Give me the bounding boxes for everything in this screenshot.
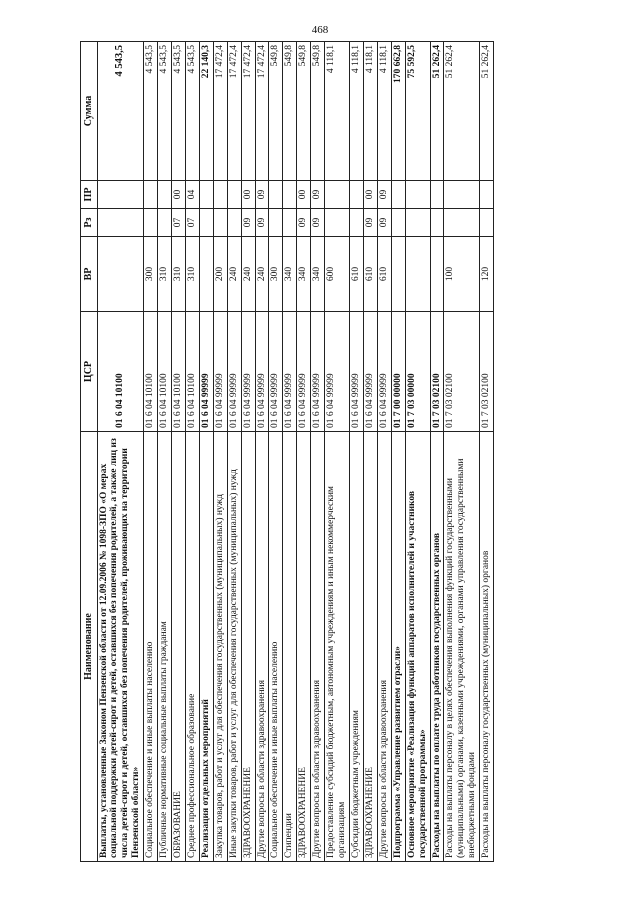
row-rz	[350, 209, 364, 237]
row-pr	[199, 181, 213, 209]
row-vr: 600	[325, 237, 350, 312]
row-sum: 549,8	[283, 42, 297, 181]
header-code: ЦСР	[81, 312, 98, 432]
table-row	[269, 42, 283, 862]
row-rz	[325, 209, 350, 237]
table-body	[97, 42, 494, 862]
row-vr: 240	[241, 237, 255, 312]
row-sum: 170 662,8	[391, 42, 405, 181]
row-sum: 4 543,5	[158, 42, 172, 181]
row-code: 01 7 00 00000	[391, 312, 405, 432]
header-pr: ПР	[81, 181, 98, 209]
header-name: Наименование	[81, 432, 98, 862]
row-vr: 340	[297, 237, 311, 312]
row-code: 01 6 04 99999	[269, 312, 283, 432]
row-vr: 610	[363, 237, 377, 312]
row-vr	[391, 237, 405, 312]
row-sum: 4 118,1	[350, 42, 364, 181]
row-pr	[391, 181, 405, 209]
row-pr: 04	[185, 181, 199, 209]
row-sum: 549,8	[269, 42, 283, 181]
table-row	[172, 42, 186, 862]
table-row	[405, 42, 430, 862]
row-code: 01 6 04 99999	[283, 312, 297, 432]
row-pr	[144, 181, 158, 209]
row-pr	[444, 181, 480, 209]
row-pr	[283, 181, 297, 209]
row-vr	[199, 237, 213, 312]
row-sum: 549,8	[297, 42, 311, 181]
row-code: 01 7 03 02100	[430, 312, 444, 432]
row-name: Социальное обеспечение и иные выплаты населению	[144, 432, 158, 862]
row-pr	[430, 181, 444, 209]
table-row	[185, 42, 199, 862]
row-vr: 610	[377, 237, 391, 312]
row-name: Расходы на выплаты по оплате труда работников государственных органов	[430, 432, 444, 862]
row-code: 01 6 04 99999	[255, 312, 269, 432]
row-code: 01 6 04 10100	[172, 312, 186, 432]
row-pr: 09	[311, 181, 325, 209]
row-code: 01 6 04 99999	[350, 312, 364, 432]
row-sum: 17 472,4	[227, 42, 241, 181]
row-sum: 51 262,4	[480, 42, 494, 181]
table-row	[227, 42, 241, 862]
row-code: 01 6 04 99999	[311, 312, 325, 432]
row-name: ОБРАЗОВАНИЕ	[172, 432, 186, 862]
row-pr: 09	[255, 181, 269, 209]
row-vr: 100	[444, 237, 480, 312]
table-row	[158, 42, 172, 862]
row-pr: 00	[241, 181, 255, 209]
row-name: Другие вопросы в области здравоохранения	[377, 432, 391, 862]
row-vr: 240	[227, 237, 241, 312]
row-sum: 75 592,5	[405, 42, 430, 181]
table-row	[283, 42, 297, 862]
row-sum: 17 472,4	[241, 42, 255, 181]
row-rz: 09	[241, 209, 255, 237]
row-sum: 17 472,4	[255, 42, 269, 181]
row-code: 01 7 03 02100	[480, 312, 494, 432]
budget-table	[80, 41, 494, 862]
row-code: 01 6 04 10100	[185, 312, 199, 432]
row-vr: 300	[269, 237, 283, 312]
row-code: 01 6 04 10100	[97, 312, 144, 432]
row-sum: 4 543,5	[172, 42, 186, 181]
table-row	[255, 42, 269, 862]
row-vr: 340	[283, 237, 297, 312]
row-rz	[97, 209, 144, 237]
table-row	[377, 42, 391, 862]
row-rz	[199, 209, 213, 237]
row-rz	[144, 209, 158, 237]
header-vr: ВР	[81, 237, 98, 312]
row-name: Подпрограмма «Управление развитием отрасли»	[391, 432, 405, 862]
row-name: Выплаты, установленные Законом Пензенской области от 12.09.2006 № 1098-ЗПО «О мерах социальной поддержки детей-сирот и детей, оставшихся без попечения родителей, а также лиц из числа детей-сирот и детей, оставшихся без попечения родителей, проживающих на территории Пензенской области»	[97, 432, 144, 862]
header-sum: Сумма	[81, 42, 98, 181]
table-row	[391, 42, 405, 862]
row-name: Стипендии	[283, 432, 297, 862]
row-code: 01 6 04 99999	[241, 312, 255, 432]
row-name: Расходы на выплаты персоналу в целях обеспечения выполнения функций государственными (муниципальными) органами, казенными учреждениями, органами управления государственными внебюджетными фондами	[444, 432, 480, 862]
row-sum: 17 472,4	[213, 42, 227, 181]
table-row	[363, 42, 377, 862]
row-rz: 07	[172, 209, 186, 237]
row-code: 01 6 04 99999	[297, 312, 311, 432]
row-code: 01 6 04 10100	[144, 312, 158, 432]
row-sum: 4 543,5	[185, 42, 199, 181]
row-rz	[213, 209, 227, 237]
row-rz: 09	[377, 209, 391, 237]
row-name: Социальное обеспечение и иные выплаты населению	[269, 432, 283, 862]
row-pr	[269, 181, 283, 209]
table-row	[144, 42, 158, 862]
row-name: Другие вопросы в области здравоохранения	[311, 432, 325, 862]
row-vr: 240	[255, 237, 269, 312]
row-vr: 120	[480, 237, 494, 312]
row-sum: 549,8	[311, 42, 325, 181]
row-pr: 09	[377, 181, 391, 209]
table-header-row	[81, 42, 98, 862]
table-row	[325, 42, 350, 862]
row-sum: 51 262,4	[444, 42, 480, 181]
row-rz	[227, 209, 241, 237]
row-rz	[391, 209, 405, 237]
page-number: 468	[311, 24, 329, 36]
row-pr: 00	[363, 181, 377, 209]
row-code: 01 6 04 99999	[325, 312, 350, 432]
row-pr	[405, 181, 430, 209]
table-row	[241, 42, 255, 862]
row-name: Иные закупки товаров, работ и услуг для обеспечения государственных (муниципальных) нужд	[227, 432, 241, 862]
row-name: Закупка товаров, работ и услуг для обеспечения государственных (муниципальных) нужд	[213, 432, 227, 862]
row-vr: 300	[144, 237, 158, 312]
row-sum: 4 543,5	[97, 42, 144, 181]
table-row	[430, 42, 444, 862]
row-sum: 51 262,4	[430, 42, 444, 181]
row-pr	[158, 181, 172, 209]
row-rz: 09	[297, 209, 311, 237]
row-name: Реализация отдельных мероприятий	[199, 432, 213, 862]
row-rz: 09	[311, 209, 325, 237]
row-name: Среднее профессиональное образование	[185, 432, 199, 862]
row-sum: 22 140,3	[199, 42, 213, 181]
row-name: Предоставление субсидий бюджетным, автономным учреждениям и иным некоммерческим организациям	[325, 432, 350, 862]
row-rz	[430, 209, 444, 237]
row-vr	[430, 237, 444, 312]
table-row	[297, 42, 311, 862]
row-name: Основное мероприятие «Реализация функций аппаратов исполнителей и участников государственной программы»	[405, 432, 430, 862]
row-vr: 310	[185, 237, 199, 312]
row-sum: 4 118,1	[363, 42, 377, 181]
row-sum: 4 543,5	[144, 42, 158, 181]
row-sum: 4 118,1	[377, 42, 391, 181]
row-name: ЗДРАВООХРАНЕНИЕ	[363, 432, 377, 862]
row-pr	[350, 181, 364, 209]
rotated-table-wrapper	[80, 42, 560, 862]
row-pr	[213, 181, 227, 209]
row-vr: 610	[350, 237, 364, 312]
row-code: 01 7 03 02100	[444, 312, 480, 432]
row-name: ЗДРАВООХРАНЕНИЕ	[297, 432, 311, 862]
row-sum: 4 118,1	[325, 42, 350, 181]
row-name: Субсидии бюджетным учреждениям	[350, 432, 364, 862]
row-rz	[480, 209, 494, 237]
row-pr: 00	[297, 181, 311, 209]
row-rz	[283, 209, 297, 237]
row-pr	[480, 181, 494, 209]
row-vr: 200	[213, 237, 227, 312]
row-vr	[405, 237, 430, 312]
table-row	[480, 42, 494, 862]
row-rz: 09	[363, 209, 377, 237]
table-row	[199, 42, 213, 862]
row-code: 01 6 04 99999	[227, 312, 241, 432]
row-rz: 09	[255, 209, 269, 237]
header-rz: Рз	[81, 209, 98, 237]
row-code: 01 7 03 00000	[405, 312, 430, 432]
row-rz	[269, 209, 283, 237]
table-row	[97, 42, 144, 862]
row-code: 01 6 04 99999	[213, 312, 227, 432]
table-row	[350, 42, 364, 862]
row-pr	[97, 181, 144, 209]
row-vr: 310	[172, 237, 186, 312]
row-vr: 340	[311, 237, 325, 312]
row-vr: 310	[158, 237, 172, 312]
row-pr: 00	[172, 181, 186, 209]
row-name: ЗДРАВООХРАНЕНИЕ	[241, 432, 255, 862]
row-name: Другие вопросы в области здравоохранения	[255, 432, 269, 862]
row-pr	[325, 181, 350, 209]
row-rz: 07	[185, 209, 199, 237]
table-row	[311, 42, 325, 862]
row-rz	[158, 209, 172, 237]
table-row	[444, 42, 480, 862]
row-pr	[227, 181, 241, 209]
row-name: Расходы на выплаты персоналу государственных (муниципальных) органов	[480, 432, 494, 862]
row-code: 01 6 04 99999	[377, 312, 391, 432]
row-name: Публичные нормативные социальные выплаты гражданам	[158, 432, 172, 862]
row-code: 01 6 04 99999	[199, 312, 213, 432]
row-vr	[97, 237, 144, 312]
row-code: 01 6 04 99999	[363, 312, 377, 432]
row-rz	[444, 209, 480, 237]
row-code: 01 6 04 10100	[158, 312, 172, 432]
row-rz	[405, 209, 430, 237]
table-row	[213, 42, 227, 862]
